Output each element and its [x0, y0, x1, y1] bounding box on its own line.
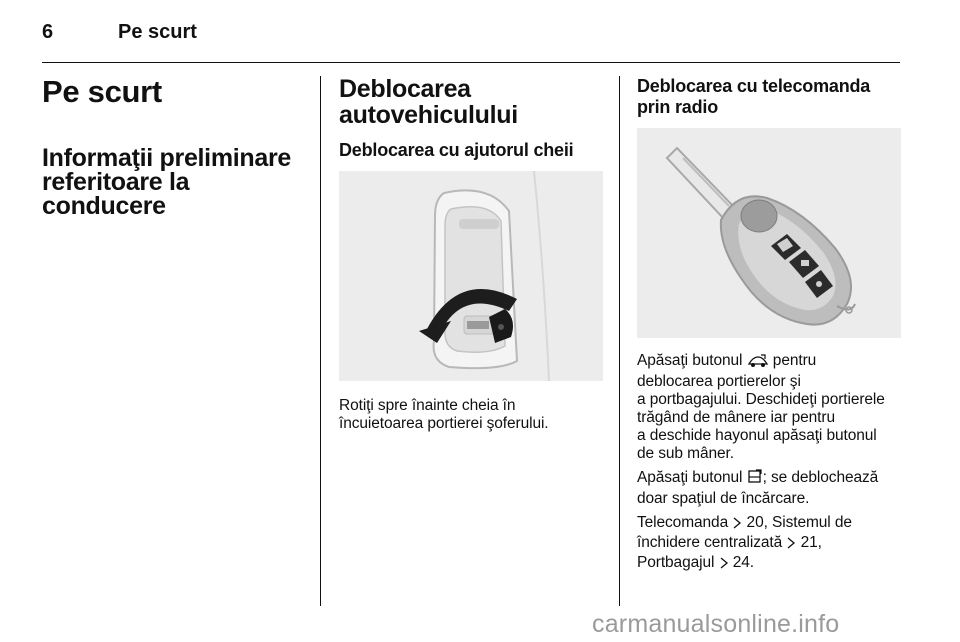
unlock-car-icon: [747, 354, 769, 373]
header-rule: [42, 62, 900, 63]
watermark: carmanualsonline.info: [592, 610, 840, 638]
paragraph-unlock-all: [637, 352, 903, 463]
section-title-line-2: autovehiculului: [339, 101, 518, 129]
page-number: 6: [42, 21, 54, 43]
subsection-title-remote: [637, 76, 903, 118]
para1-line-2: deblocarea portierelor şi: [637, 373, 801, 390]
chapter-title: Pe scurt: [42, 74, 162, 109]
column-2: [339, 76, 603, 433]
para3-line-1a: Telecomanda: [637, 514, 729, 531]
para1-line-4: trăgând de mânere iar pentru: [637, 409, 835, 426]
running-title: Pe scurt: [118, 21, 197, 43]
unlock-cargo-icon: [747, 469, 763, 490]
subsection-title-line-1: Deblocarea cu telecomanda: [637, 76, 871, 96]
para3-line-1b[interactable]: 20, Sistemul de: [746, 514, 852, 531]
para3-line-3b[interactable]: 24.: [732, 554, 755, 571]
column-divider-1: [320, 76, 321, 606]
caption-line-1: Rotiţi spre înainte cheia în: [339, 397, 516, 414]
para1-line-6: de sub mâner.: [637, 445, 734, 462]
column-divider-2: [619, 76, 620, 606]
subsection-title-key: Deblocarea cu ajutorul cheii: [339, 140, 574, 160]
section-title-line-1: Informaţii preliminare: [42, 144, 292, 172]
para1-line-3: a portbagajului. Deschideţi portierele: [637, 391, 885, 408]
paragraph-unlock-cargo: [637, 469, 903, 508]
subsection-title-line-2: prin radio: [637, 97, 719, 117]
para1-line-5: a deschide hayonul apăsaţi butonul: [637, 427, 877, 444]
section-title-line-2: referitoare la conducere: [42, 168, 190, 220]
para3-line-2b[interactable]: 21,: [800, 534, 822, 551]
column-3: [637, 76, 903, 574]
page-reference-icon: [719, 556, 729, 574]
para2-line-1b: ; se deblochează: [762, 469, 879, 486]
caption-line-2: încuietoarea portierei şoferului.: [339, 415, 549, 432]
para1-line-1a: Apăsaţi butonul: [637, 352, 743, 369]
para2-line-1a: Apăsaţi butonul: [637, 469, 743, 486]
page-reference-icon: [732, 516, 742, 534]
para3-line-2a: închidere centralizată: [637, 534, 783, 551]
door-handle-key-icon: [339, 171, 603, 381]
para1-line-1b: pentru: [772, 352, 817, 369]
para3-line-3a: Portbagajul: [637, 554, 715, 571]
column-1: [42, 76, 310, 218]
remote-key-icon: [637, 128, 901, 338]
paragraph-references: [637, 514, 903, 574]
remote-key-figure: [637, 128, 901, 338]
section-title-line-1: Deblocarea: [339, 75, 471, 103]
section-title-preliminary: [42, 146, 310, 218]
page-reference-icon: [786, 536, 796, 554]
door-handle-figure: [339, 171, 603, 381]
para2-line-2: doar spaţiul de încărcare.: [637, 490, 810, 507]
figure-caption: [339, 397, 603, 433]
section-title-unlocking: [339, 76, 603, 128]
